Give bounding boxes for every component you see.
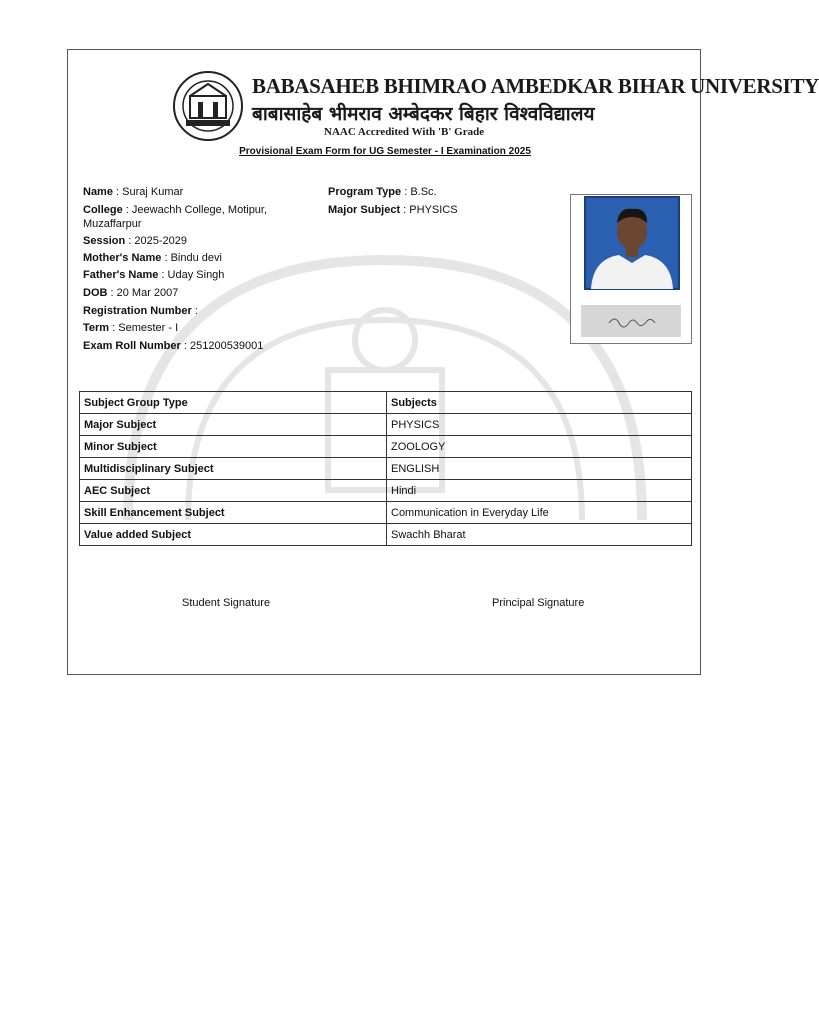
session-value: 2025-2029 xyxy=(134,235,187,247)
subject-group-cell: Skill Enhancement Subject xyxy=(80,502,387,524)
header-subject-group-type: Subject Group Type xyxy=(80,392,387,414)
photo-signature-box xyxy=(570,194,692,344)
major-subject-field: Major Subject : PHYSICS xyxy=(328,204,458,216)
table-row xyxy=(80,502,692,524)
college-label: College xyxy=(83,204,123,216)
registration-label: Registration Number xyxy=(83,305,192,317)
subject-group-cell: Major Subject xyxy=(80,414,387,436)
roll-number-value: 251200539001 xyxy=(189,340,264,352)
form-title: Provisional Exam Form for UG Semester - I Examination 2025 xyxy=(239,146,531,157)
father-name-label: Father's Name xyxy=(83,269,159,281)
mother-name-field: Mother's Name : Bindu devi xyxy=(83,252,222,264)
college-value-line1: Jeewachh College, Motipur, xyxy=(131,204,268,216)
table-row xyxy=(80,458,692,480)
table-row xyxy=(80,414,692,436)
dob-label: DOB xyxy=(83,287,108,299)
subject-group-cell: AEC Subject xyxy=(80,480,387,502)
table-row xyxy=(80,480,692,502)
registration-field: Registration Number : xyxy=(83,305,198,317)
roll-number-label: Exam Roll Number xyxy=(83,340,181,352)
table-row xyxy=(80,436,692,458)
subject-group-cell: Minor Subject xyxy=(80,436,387,458)
father-name-field: Father's Name : Uday Singh xyxy=(83,269,225,281)
program-type-value: B.Sc. xyxy=(410,186,437,198)
table-header-row xyxy=(80,392,692,414)
subjects-table xyxy=(79,391,692,546)
college-field: College : Jeewachh College, Motipur, Muzaffarpur xyxy=(83,204,268,230)
subject-cell: Swachh Bharat xyxy=(387,524,692,546)
dob-value: 20 Mar 2007 xyxy=(116,287,179,299)
subject-cell: Hindi xyxy=(387,480,692,502)
university-header xyxy=(168,70,819,142)
name-value: Suraj Kumar xyxy=(122,186,184,198)
session-field: Session : 2025-2029 xyxy=(83,235,187,247)
major-subject-value: PHYSICS xyxy=(409,204,458,216)
university-name-hindi: बाबासाहेब भीमराव अम्बेदकर बिहार विश्वविद्यालय xyxy=(252,103,595,125)
session-label: Session xyxy=(83,235,126,247)
program-type-field: Program Type : B.Sc. xyxy=(328,186,437,198)
subject-cell: ZOOLOGY xyxy=(387,436,692,458)
accreditation-text: NAAC Accredited With 'B' Grade xyxy=(324,126,485,138)
subject-cell: ENGLISH xyxy=(387,458,692,480)
university-logo xyxy=(168,70,248,142)
name-field: Name : Suraj Kumar xyxy=(83,186,184,198)
subject-cell: Communication in Everyday Life xyxy=(387,502,692,524)
major-subject-label: Major Subject xyxy=(328,204,401,216)
term-label: Term xyxy=(83,322,110,334)
mother-name-label: Mother's Name xyxy=(83,252,162,264)
subject-cell: PHYSICS xyxy=(387,414,692,436)
subject-group-cell: Multidisciplinary Subject xyxy=(80,458,387,480)
dob-field: DOB : 20 Mar 2007 xyxy=(83,287,179,299)
exam-form xyxy=(67,49,819,675)
college-value-line2: Muzaffarpur xyxy=(83,218,142,230)
term-value: Semester - I xyxy=(118,322,179,334)
mother-name-value: Bindu devi xyxy=(170,252,222,264)
student-signature-image xyxy=(581,305,681,337)
subject-group-cell: Value added Subject xyxy=(80,524,387,546)
name-label: Name xyxy=(83,186,113,198)
table-row xyxy=(80,524,692,546)
term-field: Term : Semester - I xyxy=(83,322,179,334)
program-type-label: Program Type xyxy=(328,186,402,198)
header-subjects: Subjects xyxy=(387,392,692,414)
university-name-english: BABASAHEB BHIMRAO AMBEDKAR BIHAR UNIVERSITY xyxy=(252,74,819,98)
principal-signature-label: Principal Signature xyxy=(492,597,585,609)
student-photo xyxy=(585,197,679,289)
student-signature-label: Student Signature xyxy=(182,597,271,609)
father-name-value: Uday Singh xyxy=(167,269,225,281)
roll-number-field: Exam Roll Number : 251200539001 xyxy=(83,340,264,352)
